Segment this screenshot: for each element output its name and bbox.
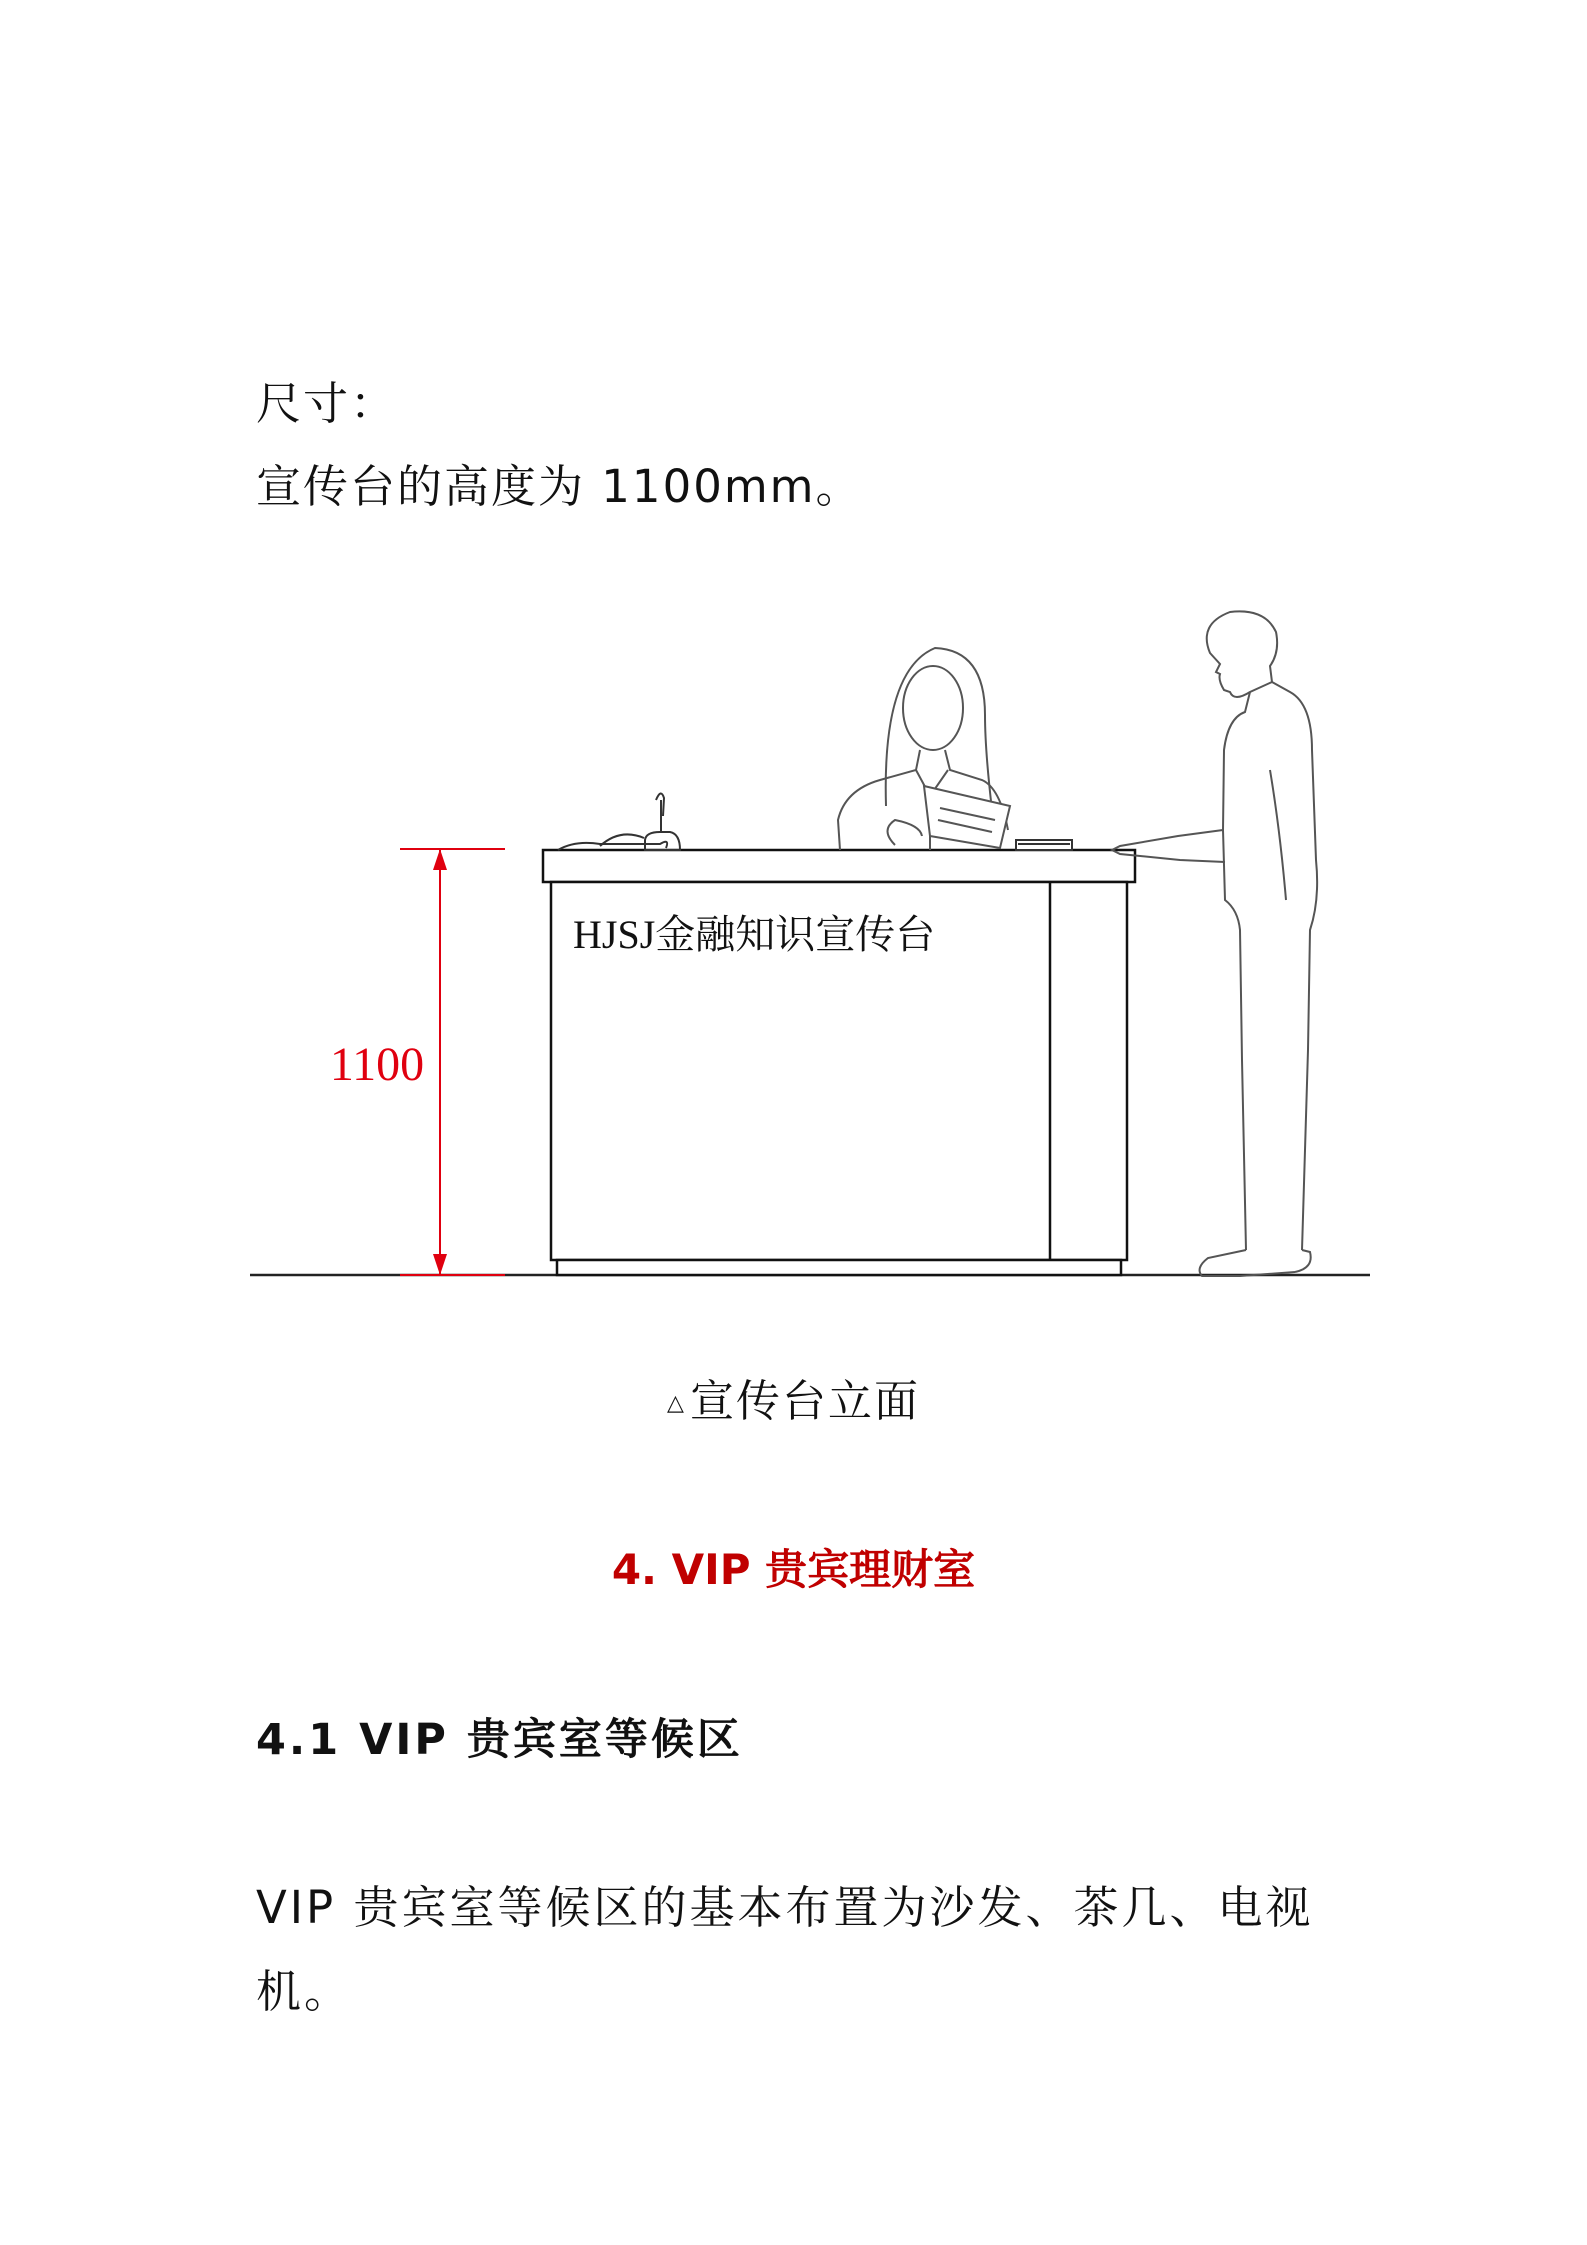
size-label: 尺寸： <box>256 377 398 430</box>
caption-text: 宣传台立面 <box>689 1376 920 1427</box>
desk-elevation-drawing <box>240 600 1390 1300</box>
size-description: 宣传台的高度为 1100mm。 <box>256 460 863 513</box>
figure-caption <box>0 1372 1587 1434</box>
triangle-icon: △ <box>667 1391 686 1416</box>
customer-figure <box>1112 611 1317 1276</box>
telephone-icon <box>558 793 680 850</box>
subsection-title: 4.1 VIP 贵宾室等候区 <box>256 1715 743 1765</box>
book-icon <box>1016 840 1072 850</box>
subsection-body: VIP 贵宾室等候区的基本布置为沙发、茶几、电视机。 <box>256 1881 1314 2018</box>
desk-label: HJSJ金融知识宣传台 <box>573 912 936 957</box>
staff-figure <box>838 648 1010 850</box>
section-title: 4. VIP 贵宾理财室 <box>611 1545 976 1594</box>
dimension-value: 1100 <box>329 1038 425 1091</box>
